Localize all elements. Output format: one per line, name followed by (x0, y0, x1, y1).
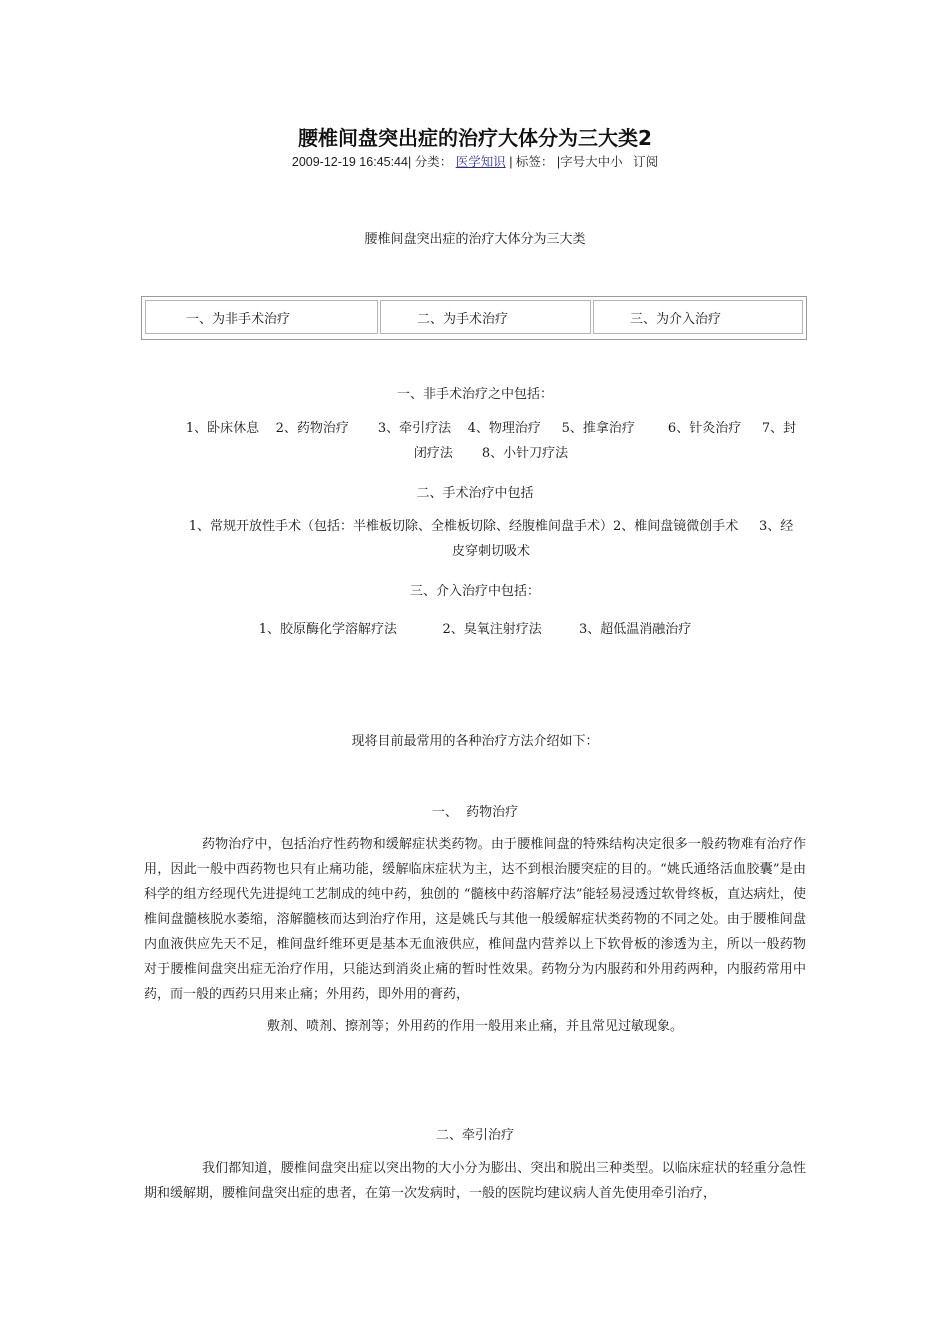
toc-label-2: 二、为手术治疗 (417, 312, 509, 327)
toc-cell-1 (145, 300, 378, 334)
article-meta (0, 152, 950, 170)
toc-label-3: 三、为介入治疗 (630, 312, 722, 327)
toc-cell-2 (380, 300, 591, 334)
article-title: 腰椎间盘突出症的治疗大体分为三大类2 (298, 126, 652, 150)
traction-body: 我们都知道，腰椎间盘突出症以突出物的大小分为膨出、突出和脱出三种类型。以临床症状的轻重分急性期和缓解期，腰椎间盘突出症的患者，在第一次发病时，一般的医院均建议病人首先使用牵引治疗， (144, 1161, 806, 1201)
intro-text: 现将目前最常用的各种治疗方法介绍如下： (351, 734, 599, 749)
tags-label: 标签： (515, 155, 554, 169)
surgical-line-1: 1、常规开放性手术（包括：半椎板切除、全椎板切除、经腹椎间盘手术）2、椎间盘镜微创手术 3、经 (188, 519, 794, 534)
surgical-heading: 二、手术治疗中包括 (416, 486, 534, 501)
toc-label-1: 一、为非手术治疗 (186, 312, 291, 327)
drug-heading: 一、 药物治疗 (431, 805, 519, 820)
interventional-line: 1、胶原酶化学溶解疗法 2、臭氧注射疗法 3、超低温消融治疗 (258, 622, 692, 637)
article-subtitle: 腰椎间盘突出症的治疗大体分为三大类 (364, 232, 586, 247)
post-datetime: 2009-12-19 16:45:44| (291, 155, 412, 169)
non-surgical-heading: 一、非手术治疗之中包括： (396, 387, 553, 402)
traction-heading: 二、牵引治疗 (435, 1128, 514, 1143)
category-link[interactable]: 医学知识 (455, 155, 506, 169)
category-label: 分类： (414, 155, 453, 169)
drug-last-line: 敷剂、喷剂、擦剂等；外用药的作用一般用来止痛，并且常见过敏现象。 (266, 1019, 683, 1034)
interventional-heading: 三、介入治疗中包括： (409, 584, 540, 599)
font-size-control[interactable]: |字号大中小 (556, 155, 623, 169)
treatment-categories-table (141, 296, 807, 340)
surgical-line-2: 皮穿刺切吸术 (451, 544, 530, 559)
non-surgical-line-2: 闭疗法 8、小针刀疗法 (413, 446, 569, 461)
meta-separator: | (509, 155, 513, 169)
non-surgical-line-1: 1、卧床休息 2、药物治疗 3、牵引疗法 4、物理治疗 5、推拿治疗 6、针灸治疗 7、封 (185, 421, 797, 436)
drug-body: 药物治疗中，包括治疗性药物和缓解症状类药物。由于腰椎间盘的特殊结构决定很多一般药物难有治疗作用，因此一般中西药物也只有止痛功能，缓解临床症状为主，达不到根治腰突症的目的。“姚氏通络活血胶囊”是由科学的组方经现代先进提纯工艺制成的纯中药，独创的 “髓核中药溶解疗法”能轻易浸透过软骨终板，直达病灶，使椎间盘髓核脱水萎缩，溶解髓核而达到治疗作用，这是姚氏与其他一般缓解症状类药物的不同之处。由于腰椎间盘内血液供应先天不足，椎间盘纤维环更是基本无血液供应，椎间盘内营养以上下软骨板的渗透为主，所以一般药物对于腰椎间盘突出症无治疗作用，只能达到消炎止痛的暂时性效果。药物分为内服药和外用药两种，内服药常用中药，而一般的西药只用来止痛；外用药，即外用的膏药， (144, 837, 806, 1002)
toc-cell-3 (593, 300, 803, 334)
subscribe-link[interactable]: 订阅 (633, 155, 659, 169)
